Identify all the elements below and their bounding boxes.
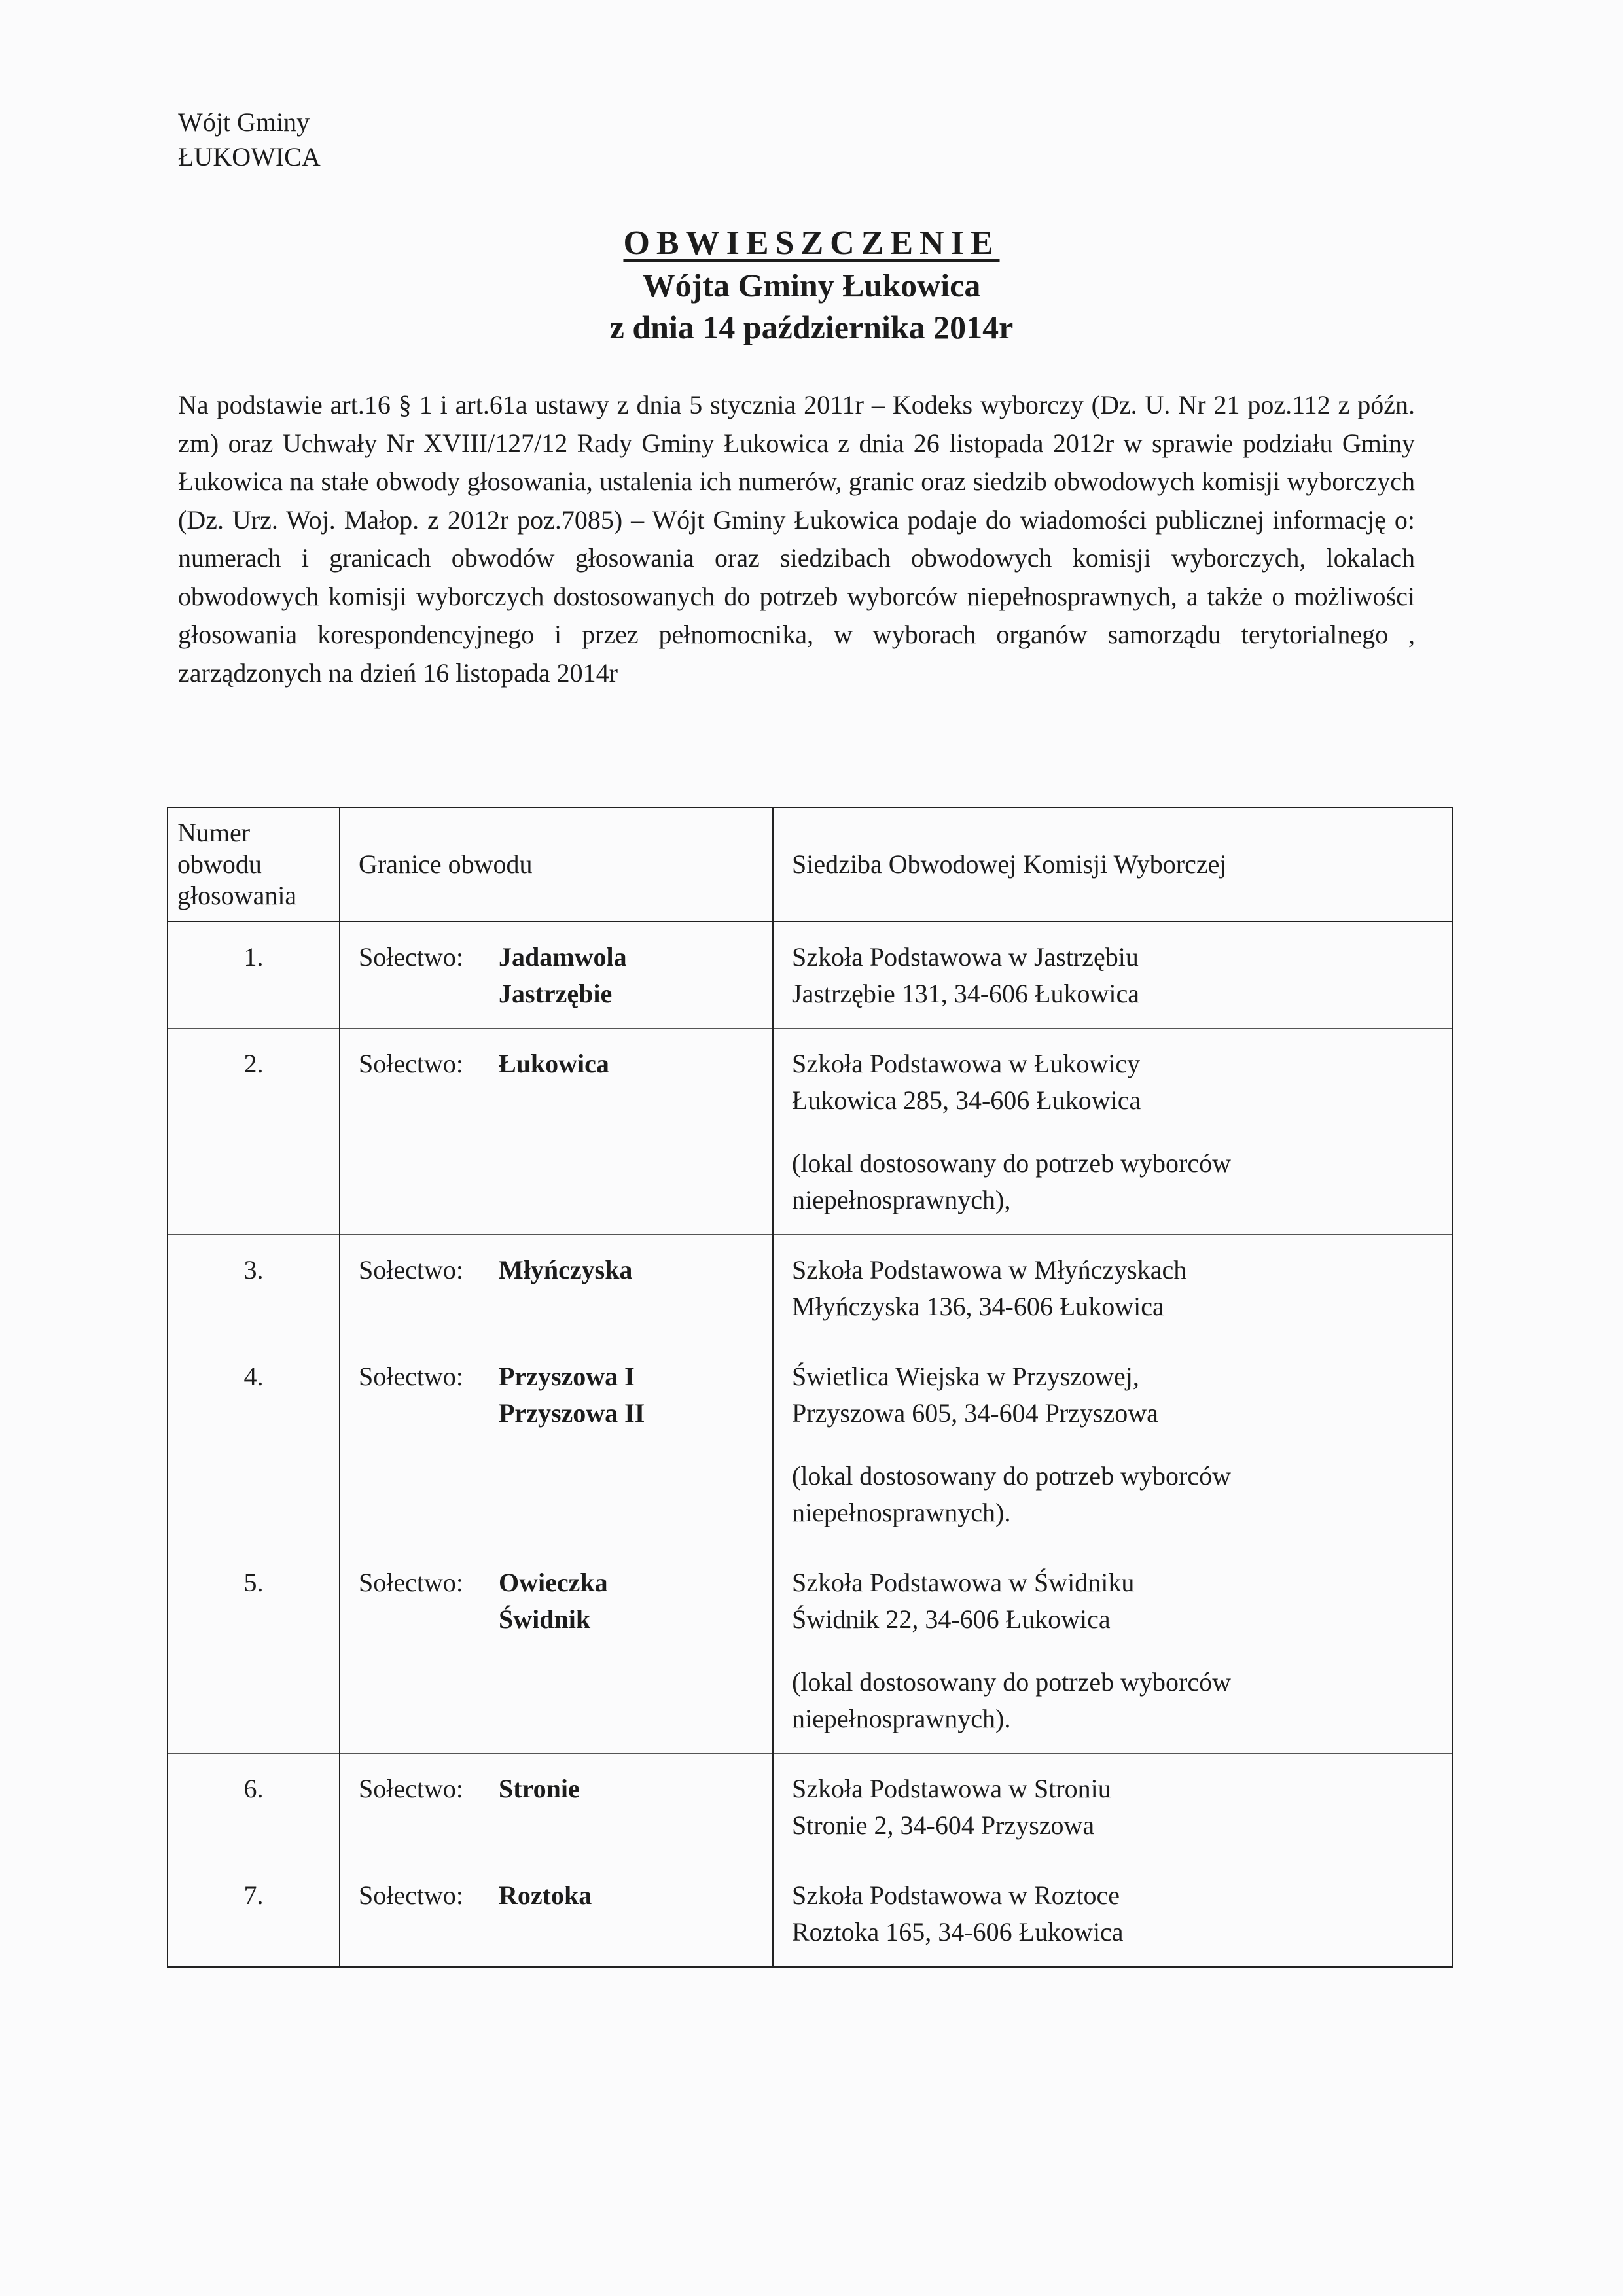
district-number: 4. [243, 1362, 264, 1391]
accessibility-note [792, 1458, 1452, 1531]
district-boundaries [359, 1235, 772, 1304]
issuer-line-2: ŁUKOWICA [178, 142, 321, 171]
district-number: 3. [243, 1255, 264, 1284]
accessibility-note [792, 1145, 1452, 1218]
district-number-cell [168, 1235, 340, 1341]
district-boundaries [359, 1547, 772, 1653]
header-number-line-2: obwodu [177, 849, 262, 879]
commission-seat-line: Świetlica Wiejska w Przyszowej, [792, 1362, 1139, 1391]
solectwo-name: Roztoka [499, 1881, 592, 1910]
commission-seat-line: Jastrzębie 131, 34-606 Łukowica [792, 979, 1139, 1008]
commission-seat-cell [773, 1235, 1452, 1341]
district-number: 7. [243, 1881, 264, 1910]
solectwo-label: Sołectwo: [359, 1568, 463, 1597]
commission-seat [792, 1341, 1452, 1547]
commission-seat-line: Świdnik 22, 34-606 Łukowica [792, 1604, 1111, 1634]
commission-seat-line: Przyszowa 605, 34-604 Przyszowa [792, 1398, 1158, 1428]
document-subtitle-issuer: Wójta Gminy Łukowica [642, 267, 981, 304]
commission-seat-line: Szkoła Podstawowa w Stroniu [792, 1774, 1111, 1803]
solectwo-name: Owieczka [499, 1568, 608, 1597]
commission-seat-line: Łukowica 285, 34-606 Łukowica [792, 1086, 1141, 1115]
solectwo-label: Sołectwo: [359, 1049, 463, 1078]
commission-seat [792, 1860, 1452, 1966]
accessibility-note-line: niepełnosprawnych), [792, 1185, 1011, 1214]
district-number-cell [168, 1547, 340, 1754]
solectwo-name: Przyszowa I [499, 1362, 635, 1391]
table-row [168, 1341, 1452, 1547]
district-number-cell [168, 921, 340, 1029]
district-boundaries [359, 1860, 772, 1930]
commission-seat-line: Szkoła Podstawowa w Roztoce [792, 1881, 1120, 1910]
district-boundaries-cell [340, 1754, 773, 1860]
commission-seat-cell [773, 1860, 1452, 1968]
accessibility-note-line: niepełnosprawnych). [792, 1498, 1011, 1527]
district-boundaries-cell [340, 1547, 773, 1754]
issuer-line-1: Wójt Gminy [178, 107, 310, 137]
district-boundaries [359, 922, 772, 1028]
intro-paragraph: Na podstawie art.16 § 1 i art.61a ustawy z dnia 5 stycznia 2011r – Kodeks wyborczy (Dz. U. Nr 21 poz.112 z późn. zm) oraz Uchwały Nr XVIII/127/12 Rady Gminy Łukowica z dnia 26 listopada 2012r w sprawie podziału Gminy Łukowica na stałe obwody głosowania, ustalenia ich numerów, granic oraz siedzib obwodowych komisji wyborczych (Dz. Urz. Woj. Małop. z 2012r poz.7085) – Wójt Gminy Łukowica podaje do wiadomości publicznej informację o: numerach i granicach obwodów głosowania oraz siedzibach obwodowych komisji wyborczych, lokalach obwodowych komisji wyborczych dostosowanych do potrzeb wyborców niepełnosprawnych, a także o możliwości głosowania korespondencyjnego i przez pełnomocnika, w wyborach organów samorządu terytorialnego , zarządzonych na dzień 16 listopada 2014r [178, 390, 1415, 688]
table-header-row [168, 807, 1452, 921]
commission-seat-line: Szkoła Podstawowa w Jastrzębiu [792, 942, 1139, 972]
commission-seat-line: Szkoła Podstawowa w Świdniku [792, 1568, 1135, 1597]
district-boundaries [359, 1029, 772, 1098]
solectwo-line [359, 939, 772, 976]
solectwo-name: Świdnik [499, 1604, 591, 1634]
solectwo-label: Sołectwo: [359, 1255, 463, 1284]
title-block [0, 222, 1623, 348]
solectwo-name: Stronie [499, 1774, 580, 1803]
district-boundaries-cell [340, 1029, 773, 1235]
header-commission-seat: Siedziba Obwodowej Komisji Wyborczej [773, 807, 1452, 921]
commission-seat-line: Młyńczyska 136, 34-606 Łukowica [792, 1292, 1164, 1321]
document-title: OBWIESZCZENIE [623, 224, 1000, 262]
accessibility-note-line: (lokal dostosowany do potrzeb wyborców [792, 1667, 1231, 1697]
district-boundaries-cell [340, 921, 773, 1029]
solectwo-label: Sołectwo: [359, 1774, 463, 1803]
commission-seat-cell [773, 1341, 1452, 1547]
solectwo-name: Młyńczyska [499, 1255, 633, 1284]
table-body [168, 921, 1452, 1967]
header-district-number [168, 807, 340, 921]
district-number: 1. [243, 942, 264, 972]
voting-districts-table [167, 807, 1453, 1968]
table-row [168, 1754, 1452, 1860]
solectwo-name: Przyszowa II [499, 1398, 645, 1428]
accessibility-note-line: (lokal dostosowany do potrzeb wyborców [792, 1148, 1231, 1178]
commission-seat-line: Szkoła Podstawowa w Łukowicy [792, 1049, 1141, 1078]
table-row [168, 1860, 1452, 1968]
commission-seat [792, 1547, 1452, 1753]
district-boundaries [359, 1754, 772, 1823]
solectwo-line [359, 1564, 772, 1601]
issuer-header [178, 105, 321, 174]
solectwo-line [359, 1252, 772, 1288]
district-number-cell [168, 1754, 340, 1860]
district-number: 6. [243, 1774, 264, 1803]
commission-seat-cell [773, 1029, 1452, 1235]
commission-seat-cell [773, 1547, 1452, 1754]
solectwo-name: Jadamwola [499, 942, 627, 972]
solectwo-label: Sołectwo: [359, 1362, 463, 1391]
district-number-cell [168, 1341, 340, 1547]
solectwo-label: Sołectwo: [359, 942, 463, 972]
table-row [168, 1029, 1452, 1235]
solectwo-line [359, 1601, 772, 1638]
commission-seat-line: Stronie 2, 34-604 Przyszowa [792, 1810, 1095, 1840]
commission-seat-cell [773, 1754, 1452, 1860]
header-number-line-1: Numer [177, 818, 251, 847]
commission-seat [792, 1029, 1452, 1234]
district-boundaries-cell [340, 1341, 773, 1547]
commission-seat [792, 922, 1452, 1028]
district-boundaries [359, 1341, 772, 1447]
commission-seat [792, 1235, 1452, 1341]
solectwo-line [359, 1877, 772, 1914]
district-number: 5. [243, 1568, 264, 1597]
solectwo-line [359, 1771, 772, 1807]
district-number: 2. [243, 1049, 264, 1078]
commission-seat-cell [773, 921, 1452, 1029]
table-row [168, 1547, 1452, 1754]
header-number-line-3: głosowania [177, 881, 297, 910]
accessibility-note [792, 1664, 1452, 1737]
table-row [168, 1235, 1452, 1341]
solectwo-name: Łukowica [499, 1049, 609, 1078]
district-number-cell [168, 1860, 340, 1968]
commission-seat-line: Roztoka 165, 34-606 Łukowica [792, 1917, 1124, 1947]
accessibility-note-line: niepełnosprawnych). [792, 1704, 1011, 1733]
commission-seat [792, 1754, 1452, 1860]
solectwo-name: Jastrzębie [499, 979, 613, 1008]
solectwo-line [359, 1358, 772, 1395]
header-district-boundaries: Granice obwodu [340, 807, 773, 921]
commission-seat-line: Szkoła Podstawowa w Młyńczyskach [792, 1255, 1187, 1284]
solectwo-line [359, 1395, 772, 1432]
district-boundaries-cell [340, 1235, 773, 1341]
document-date: z dnia 14 października 2014r [609, 309, 1014, 345]
district-number-cell [168, 1029, 340, 1235]
solectwo-line [359, 1046, 772, 1082]
table-row [168, 921, 1452, 1029]
solectwo-label: Sołectwo: [359, 1881, 463, 1910]
solectwo-line [359, 976, 772, 1012]
accessibility-note-line: (lokal dostosowany do potrzeb wyborców [792, 1461, 1231, 1491]
district-boundaries-cell [340, 1860, 773, 1968]
